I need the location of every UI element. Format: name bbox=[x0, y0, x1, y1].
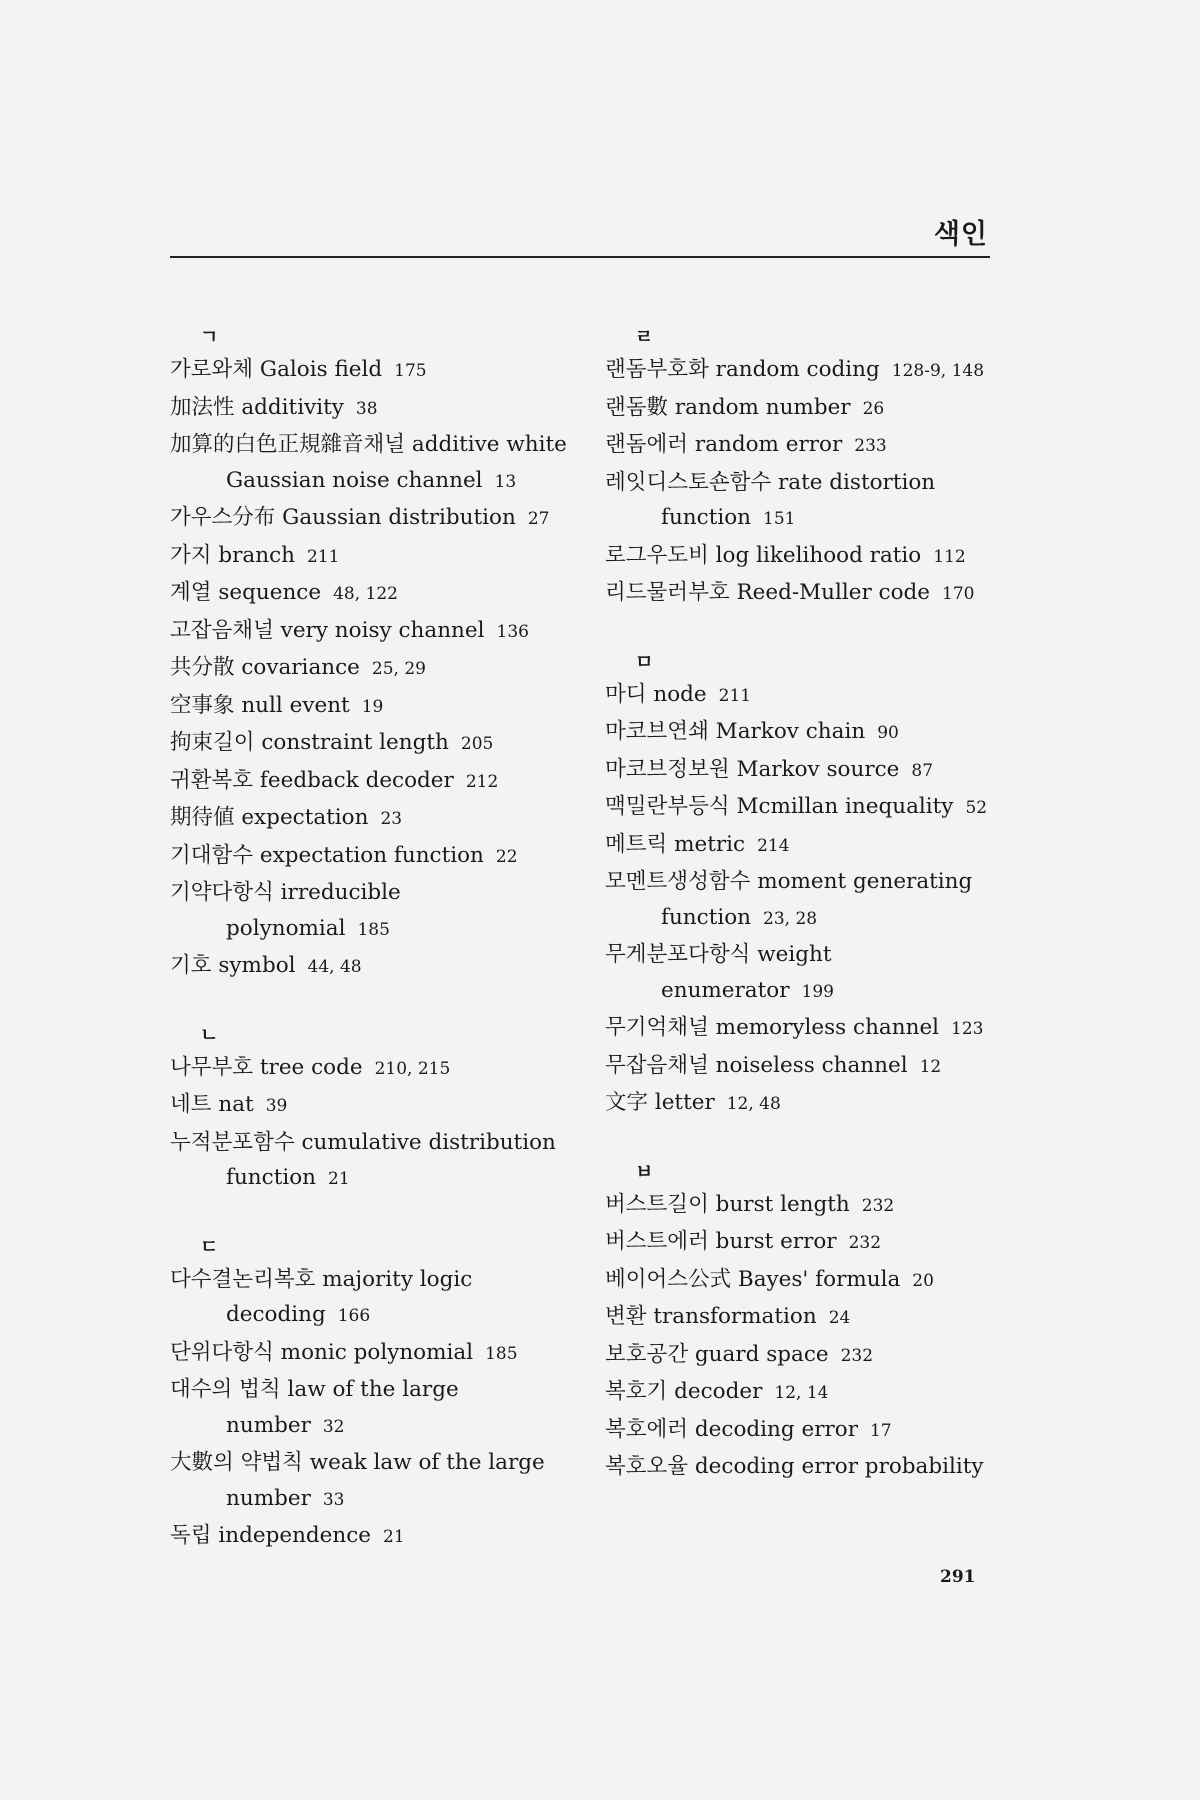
entry-term: 期待値 expectation bbox=[170, 805, 369, 830]
entry-term: 베이어스公式 Bayes' formula bbox=[605, 1266, 901, 1292]
entry-term: 네트 nat bbox=[170, 1092, 254, 1117]
entry-pages: 17 bbox=[869, 1420, 892, 1441]
entry-pages: 12, 48 bbox=[726, 1094, 781, 1114]
entry-pages: 23, 28 bbox=[763, 908, 818, 929]
entry-pages: 25, 29 bbox=[371, 659, 426, 679]
entry-pages: 185 bbox=[485, 1343, 518, 1364]
entry-term: 空事象 null event bbox=[170, 692, 350, 718]
section-letter: ㄱ bbox=[200, 326, 219, 348]
index-entry bbox=[605, 752, 1010, 790]
entry-term: 복호에러 decoding error bbox=[605, 1416, 858, 1442]
entry-pages: 22 bbox=[495, 846, 518, 867]
entry-term: 귀환복호 feedback decoder bbox=[170, 767, 454, 793]
entry-pages: 199 bbox=[801, 981, 834, 1002]
entry-pages: 52 bbox=[965, 798, 988, 818]
entry-pages: 123 bbox=[951, 1019, 984, 1039]
entry-term: 대수의 법칙 law of the large number bbox=[170, 1377, 459, 1438]
entry-pages: 21 bbox=[383, 1527, 405, 1547]
entry-term: 무게분포다항식 weight enumerator bbox=[605, 942, 832, 1003]
entry-pages: 87 bbox=[911, 760, 934, 781]
index-entry bbox=[605, 1299, 1010, 1337]
entry-term: 보호공간 guard space bbox=[605, 1341, 829, 1367]
entry-pages: 13 bbox=[494, 471, 517, 492]
entry-pages: 20 bbox=[912, 1270, 934, 1291]
index-entry bbox=[170, 1262, 570, 1335]
entry-pages: 175 bbox=[394, 361, 427, 381]
entry-term: 모멘트생성함수 moment generating function bbox=[605, 869, 973, 930]
index-entry bbox=[170, 763, 570, 801]
index-entry bbox=[605, 677, 1010, 715]
page-number: 291 bbox=[940, 1567, 976, 1587]
index-entry bbox=[170, 800, 570, 838]
section-letter: ㄷ bbox=[200, 1235, 219, 1258]
entry-term: 마코브정보원 Markov source bbox=[605, 756, 900, 782]
index-entry bbox=[605, 1187, 1010, 1225]
entry-term: 독립 independence bbox=[170, 1523, 372, 1548]
index-section bbox=[605, 647, 1010, 1123]
entry-pages: 170 bbox=[942, 584, 975, 604]
entry-term: 계열 sequence bbox=[170, 580, 322, 605]
entry-term: 文字 letter bbox=[605, 1090, 715, 1115]
entry-term: 버스트길이 burst length bbox=[605, 1191, 850, 1217]
index-entry bbox=[170, 538, 570, 576]
entry-pages: 12 bbox=[919, 1056, 942, 1077]
index-section bbox=[605, 1157, 1010, 1487]
entry-pages: 232 bbox=[840, 1345, 874, 1366]
entry-pages: 212 bbox=[465, 771, 499, 792]
index-section bbox=[170, 1232, 570, 1556]
index-entry bbox=[605, 427, 1010, 465]
index-section bbox=[605, 322, 1010, 613]
entry-term: 共分散 covariance bbox=[170, 655, 360, 680]
entry-term: 마코브연쇄 Markov chain bbox=[605, 719, 866, 744]
entry-pages: 232 bbox=[861, 1195, 895, 1216]
section-letter: ㅁ bbox=[635, 650, 654, 673]
entry-pages: 26 bbox=[862, 398, 885, 419]
index-entry bbox=[170, 1335, 570, 1373]
index-entry bbox=[605, 1412, 1010, 1450]
entry-term: 기약다항식 irreducible polynomial bbox=[170, 880, 401, 941]
entry-term: 변환 transformation bbox=[605, 1304, 817, 1329]
index-entry bbox=[170, 575, 570, 613]
entry-term: 랜돔부호화 random coding bbox=[605, 357, 880, 382]
index-entry bbox=[170, 838, 570, 876]
entry-term: 기호 symbol bbox=[170, 953, 296, 978]
index-entry bbox=[605, 1085, 1010, 1123]
entry-term: 리드물러부호 Reed-Muller code bbox=[605, 580, 931, 605]
entry-term: 버스트에러 burst error bbox=[605, 1229, 837, 1254]
index-entry bbox=[605, 1262, 1010, 1300]
entry-term: 가우스分布 Gaussian distribution bbox=[170, 505, 516, 530]
entry-pages: 233 bbox=[854, 436, 887, 456]
index-entry bbox=[605, 789, 1010, 827]
page-title: 색인 bbox=[933, 219, 988, 250]
entry-pages: 33 bbox=[322, 1489, 345, 1510]
index-entry bbox=[170, 427, 570, 500]
entry-pages: 12, 14 bbox=[774, 1383, 829, 1403]
entry-term: 무기억채널 memoryless channel bbox=[605, 1015, 940, 1040]
entry-pages: 210, 215 bbox=[374, 1058, 451, 1079]
index-entry bbox=[170, 1087, 570, 1125]
entry-term: 가지 branch bbox=[170, 542, 295, 568]
index-entry bbox=[170, 1050, 570, 1088]
index-entry bbox=[605, 1010, 1010, 1048]
index-entry bbox=[170, 725, 570, 763]
index-entry bbox=[605, 1449, 1010, 1487]
index-entry bbox=[605, 937, 1010, 1010]
entry-pages: 112 bbox=[933, 546, 966, 567]
index-entry bbox=[170, 1372, 570, 1445]
entry-pages: 39 bbox=[265, 1096, 288, 1116]
entry-term: 마디 node bbox=[605, 681, 707, 707]
index-entry bbox=[170, 1518, 570, 1556]
entry-term: 누적분포함수 cumulative distribution function bbox=[170, 1129, 556, 1190]
index-entry bbox=[605, 827, 1010, 865]
entry-term: 拘束길이 constraint length bbox=[170, 730, 449, 755]
index-entry bbox=[170, 352, 570, 390]
entry-term: 나무부호 tree code bbox=[170, 1054, 363, 1080]
entry-term: 레잇디스토숀함수 rate distortion function bbox=[605, 469, 936, 530]
index-entry bbox=[605, 538, 1010, 576]
entry-pages: 90 bbox=[877, 723, 899, 743]
entry-term: 메트릭 metric bbox=[605, 831, 746, 857]
entry-pages: 232 bbox=[848, 1233, 882, 1253]
index-entry bbox=[170, 875, 570, 948]
entry-pages: 205 bbox=[460, 734, 494, 754]
index-entry bbox=[170, 500, 570, 538]
entry-pages: 214 bbox=[757, 835, 790, 856]
index-entry bbox=[170, 1125, 570, 1198]
index-entry bbox=[170, 1445, 570, 1518]
entry-term: 고잡음채널 very noisy channel bbox=[170, 617, 485, 643]
index-entry bbox=[605, 1048, 1010, 1086]
entry-term: 복호기 decoder bbox=[605, 1379, 763, 1404]
entry-pages: 128-9, 148 bbox=[891, 361, 985, 381]
entry-pages: 27 bbox=[527, 509, 550, 529]
index-column-right bbox=[605, 322, 1010, 1521]
index-entry bbox=[605, 465, 1010, 538]
entry-pages: 32 bbox=[322, 1416, 345, 1437]
entry-pages: 48, 122 bbox=[333, 584, 398, 604]
entry-pages: 23 bbox=[380, 809, 403, 829]
index-entry bbox=[170, 688, 570, 726]
entry-pages: 44, 48 bbox=[307, 957, 362, 977]
section-letter: ㄹ bbox=[635, 326, 654, 348]
index-entry bbox=[605, 864, 1010, 937]
index-section bbox=[170, 1020, 570, 1198]
entry-pages: 151 bbox=[763, 509, 796, 529]
header-rule bbox=[170, 256, 990, 258]
entry-pages: 136 bbox=[496, 621, 529, 642]
entry-pages: 38 bbox=[355, 398, 378, 419]
entry-pages: 21 bbox=[328, 1169, 350, 1189]
entry-term: 로그우도비 log likelihood ratio bbox=[605, 542, 922, 568]
index-entry bbox=[170, 650, 570, 688]
index-entry bbox=[170, 948, 570, 986]
index-column-left bbox=[170, 322, 570, 1590]
entry-term: 랜돔數 random number bbox=[605, 394, 851, 420]
entry-term: 다수결논리복호 majority logic decoding bbox=[170, 1266, 473, 1327]
entry-pages: 211 bbox=[718, 685, 752, 706]
index-entry bbox=[170, 390, 570, 428]
entry-term: 맥밀란부등식 Mcmillan inequality bbox=[605, 794, 954, 819]
entry-term: 加法性 additivity bbox=[170, 394, 344, 420]
index-entry bbox=[605, 1374, 1010, 1412]
entry-term: 랜돔에러 random error bbox=[605, 432, 843, 457]
entry-term: 단위다항식 monic polynomial bbox=[170, 1339, 474, 1365]
entry-pages: 211 bbox=[306, 546, 340, 567]
index-entry bbox=[605, 714, 1010, 752]
index-entry bbox=[605, 352, 1010, 390]
section-letter: ㅂ bbox=[635, 1160, 654, 1183]
index-entry bbox=[170, 613, 570, 651]
entry-pages: 19 bbox=[361, 696, 384, 717]
index-entry bbox=[605, 390, 1010, 428]
entry-term: 기대함수 expectation function bbox=[170, 842, 484, 868]
index-entry bbox=[605, 575, 1010, 613]
entry-pages: 185 bbox=[357, 919, 390, 940]
entry-term: 복호오율 decoding error probability bbox=[605, 1454, 984, 1479]
entry-pages: 166 bbox=[337, 1306, 371, 1326]
index-section bbox=[170, 322, 570, 986]
section-letter: ㄴ bbox=[200, 1023, 219, 1046]
index-entry bbox=[605, 1224, 1010, 1262]
entry-term: 加算的白色正規雜音채널 additive white Gaussian noise channel bbox=[170, 432, 567, 493]
entry-term: 무잡음채널 noiseless channel bbox=[605, 1052, 908, 1078]
index-entry bbox=[605, 1337, 1010, 1375]
entry-pages: 24 bbox=[828, 1308, 851, 1328]
entry-term: 大數의 약법칙 weak law of the large number bbox=[170, 1450, 545, 1511]
entry-term: 가로와체 Galois field bbox=[170, 357, 383, 382]
